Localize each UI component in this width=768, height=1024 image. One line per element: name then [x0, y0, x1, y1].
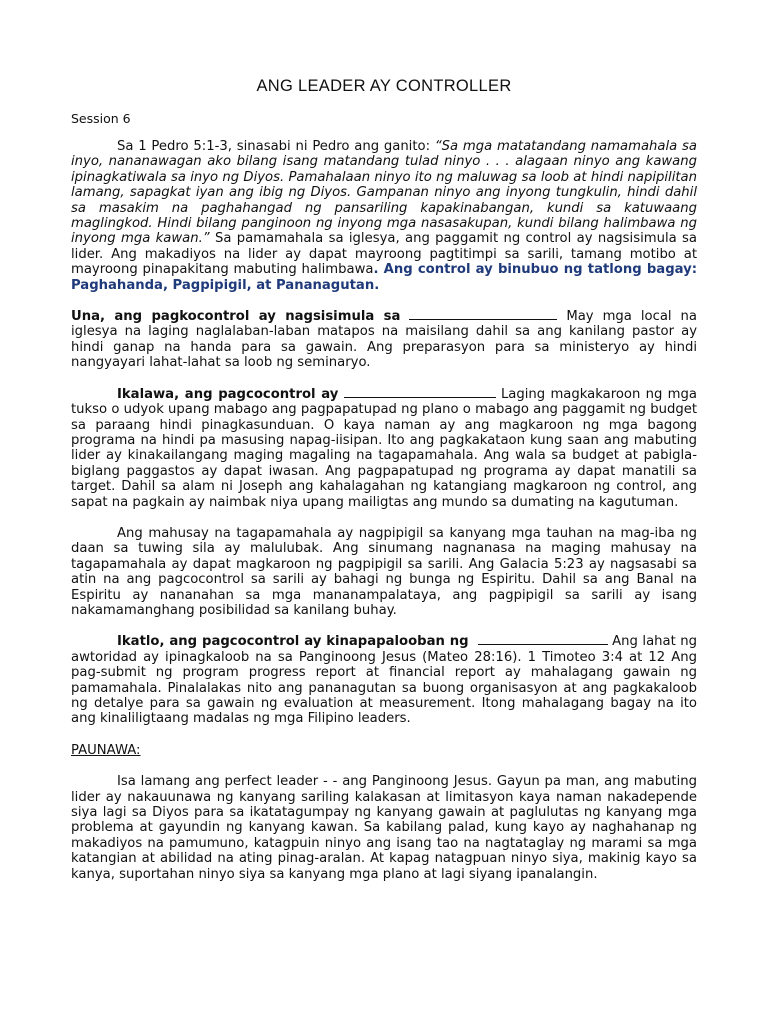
ikatlo-text: Ang lahat ng awtoridad ay ipinagkaloob na sa Panginoong Jesus (Mateo 28:16). 1 Timoteo 3:4 at 12 Ang pag-submit ng program progress report at financial report ay mahalagang gawain ng pamamahala. Pinalalakas nito ang pananagutan sa buong organisasyon at ang pagkakaloob ng detalye para sa gawain ng evaluation at measurement. Itong mahalagang bagay na ito ang kinaliligtaang madalas ng mga Filipino leaders.: [71, 634, 697, 727]
intro-continuation: Sa pamamahala sa iglesya, ang paggamit ng control ay nagsisimula sa lider. Ang makadiyos na lider ay dapat mayroong pagtitimpi sa sarili, tamang motibo at mayroong pinapakitang mabuting halimbawa: [71, 231, 697, 278]
una-heading: Una, ang pagkocontrol ay nagsisimula sa: [71, 309, 401, 325]
paragraph-intro: [71, 139, 697, 293]
document-body: [71, 139, 697, 882]
control-definition-highlight: . Ang control ay binubuo ng tatlong bagay: Paghahanda, Pagpipigil, at Pananagutan.: [71, 262, 697, 293]
scripture-quote: “Sa mga matatandang namamahala sa inyo, nananawagan ako bilang isang matandang tulad ninyo . . . alagaan ninyo ang kawang ipinagkatiwala sa inyo ng Diyos. Pamahalaan ninyo ito ng maluwag sa loob at hindi napipilitan lamang, sapagkat iyan ang ibig ng Diyos. Gampanan ninyo ang inyong tungkulin, hindi dahil sa masakim na paghahangad ng pansariling kapakinabangan, kundi sa katuwaang maglingkod. Hindi bilang panginoon ng inyong mga nasasakupan, kundi bilang halimbawa ng inyong mga kawan.”: [71, 139, 697, 247]
paragraph-mahusay: Ang mahusay na tagapamahala ay nagpipigil sa kanyang mga tauhan na mag-iba ng daan sa tuwing sila ay malulubak. Ang sinumang nagnanasa na maging mahusay na tagapamahala ay dapat magkaroon ng pagpipigil sa sarili. Ang Galacia 5:23 ay nagsasabi sa atin na ang pagcocontrol sa sarili ay bahagi ng bunga ng Espiritu. Dahil sa ang Banal na Espiritu ay nananahan sa mga mananampalataya, ang pagpipigil sa sarili ay isang nakamamanghang posibilidad sa kanilang buhay.: [71, 525, 697, 618]
ikalawa-heading: Ikalawa, ang pagcocontrol ay: [117, 386, 339, 402]
session-label: Session 6: [71, 111, 131, 126]
document-title: ANG LEADER AY CONTROLLER: [256, 77, 512, 95]
intro-text: Sa 1 Pedro 5:1-3, sinasabi ni Pedro ang ganito:: [117, 139, 435, 154]
paunawa-heading: PAUNAWA:: [71, 742, 141, 758]
una-text: May mga local na iglesya na laging naglalaban-laban matapos na maisilang dahil sa ang kanilang pastor ay hindi ganap na handa para sa gawain. Ang preparasyon para sa ministeryo ay hindi nangyayari lahat-lahat sa loob ng seminaryo.: [71, 309, 697, 371]
ikalawa-text: Laging magkakaroon ng mga tukso o udyok upang mabago ang pagpapatupad ng plano o mabago ang paggamit ng budget sa paraang hindi pinagkasunduan. O kaya naman ay ang magkaroon ng mga bagong programa na hindi pa masusing napag-iisipan. Ito ang pagkakataon kung saan ang mabuting lider ay kinakailangang maging magaling na tagapamahala. Ang wala sa budget at pabigla-biglang paggastos ay dapat iwasan. Ang pagpapatupad ng programa ay dapat manatili sa target. Dahil sa alam ni Joseph ang kahalagahan ng katangiang magkaroon ng control, ang sapat na pagkain ay naimbak niya upang mailigtas ang mundo sa dumating na kagutuman.: [71, 386, 697, 510]
paragraph-ikatlo: [71, 634, 697, 726]
paragraph-una: [71, 309, 697, 371]
fill-in-blank-3: [478, 634, 608, 645]
paragraph-final: Isa lamang ang perfect leader - - ang Panginoong Jesus. Gayun pa man, ang mabuting lider ay nakauunawa ng kanyang sariling kalakasan at limitasyon kaya naman nakadepende siya lagi sa Diyos para sa ikatatagumpay ng kanyang gawain at paglulutas ng kanyang mga problema at gayundin ng kanyang kawan. Sa kabilang palad, kung kayo ay naghahanap ng makadiyos na pamumuno, katagpuin ninyo ang isang tao na nagtataglay ng marami sa mga katangian at abilidad na ating pinag-aralan. At kapag natagpuan ninyo siya, makinig kayo sa kanya, suportahan ninyo siya sa kanyang mga plano at lagi siyang ipanalangin.: [71, 774, 697, 882]
ikatlo-heading: Ikatlo, ang pagcocontrol ay kinapapalooban ng: [117, 634, 469, 650]
fill-in-blank-2: [344, 387, 496, 398]
fill-in-blank-1: [409, 309, 557, 320]
paragraph-ikalawa: [71, 387, 697, 510]
